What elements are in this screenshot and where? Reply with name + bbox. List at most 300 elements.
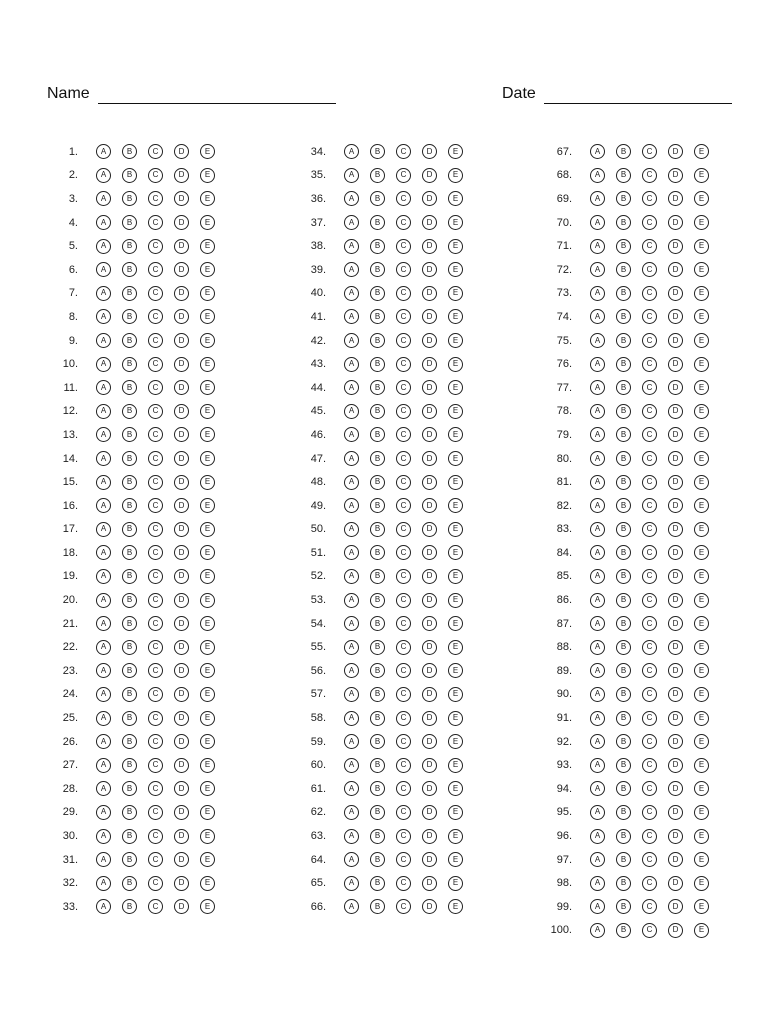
answer-bubble-c[interactable]: C bbox=[642, 427, 657, 442]
answer-bubble-d[interactable]: D bbox=[174, 215, 189, 230]
answer-bubble-a[interactable]: A bbox=[590, 309, 605, 324]
answer-bubble-d[interactable]: D bbox=[174, 711, 189, 726]
answer-bubble-b[interactable]: B bbox=[616, 734, 631, 749]
answer-bubble-e[interactable]: E bbox=[448, 380, 463, 395]
answer-bubble-d[interactable]: D bbox=[668, 475, 683, 490]
answer-bubble-e[interactable]: E bbox=[200, 215, 215, 230]
answer-bubble-e[interactable]: E bbox=[448, 711, 463, 726]
answer-bubble-a[interactable]: A bbox=[344, 805, 359, 820]
answer-bubble-e[interactable]: E bbox=[448, 522, 463, 537]
answer-bubble-c[interactable]: C bbox=[396, 309, 411, 324]
answer-bubble-a[interactable]: A bbox=[590, 663, 605, 678]
answer-bubble-d[interactable]: D bbox=[422, 899, 437, 914]
answer-bubble-e[interactable]: E bbox=[694, 286, 709, 301]
answer-bubble-e[interactable]: E bbox=[448, 357, 463, 372]
answer-bubble-e[interactable]: E bbox=[694, 593, 709, 608]
answer-bubble-a[interactable]: A bbox=[344, 781, 359, 796]
answer-bubble-c[interactable]: C bbox=[396, 876, 411, 891]
answer-bubble-e[interactable]: E bbox=[448, 168, 463, 183]
answer-bubble-e[interactable]: E bbox=[448, 404, 463, 419]
answer-bubble-e[interactable]: E bbox=[200, 711, 215, 726]
answer-bubble-b[interactable]: B bbox=[370, 380, 385, 395]
answer-bubble-d[interactable]: D bbox=[174, 781, 189, 796]
answer-bubble-d[interactable]: D bbox=[668, 923, 683, 938]
answer-bubble-a[interactable]: A bbox=[344, 522, 359, 537]
answer-bubble-b[interactable]: B bbox=[616, 640, 631, 655]
answer-bubble-d[interactable]: D bbox=[422, 545, 437, 560]
answer-bubble-c[interactable]: C bbox=[396, 168, 411, 183]
answer-bubble-b[interactable]: B bbox=[122, 569, 137, 584]
answer-bubble-b[interactable]: B bbox=[616, 404, 631, 419]
answer-bubble-a[interactable]: A bbox=[344, 663, 359, 678]
answer-bubble-e[interactable]: E bbox=[448, 687, 463, 702]
answer-bubble-b[interactable]: B bbox=[616, 427, 631, 442]
answer-bubble-c[interactable]: C bbox=[148, 758, 163, 773]
answer-bubble-c[interactable]: C bbox=[396, 215, 411, 230]
answer-bubble-a[interactable]: A bbox=[96, 191, 111, 206]
answer-bubble-e[interactable]: E bbox=[200, 805, 215, 820]
answer-bubble-e[interactable]: E bbox=[200, 545, 215, 560]
date-blank-line[interactable] bbox=[544, 85, 732, 104]
answer-bubble-a[interactable]: A bbox=[344, 144, 359, 159]
answer-bubble-c[interactable]: C bbox=[396, 663, 411, 678]
answer-bubble-d[interactable]: D bbox=[174, 380, 189, 395]
answer-bubble-d[interactable]: D bbox=[174, 144, 189, 159]
answer-bubble-b[interactable]: B bbox=[122, 852, 137, 867]
answer-bubble-c[interactable]: C bbox=[642, 805, 657, 820]
answer-bubble-e[interactable]: E bbox=[694, 852, 709, 867]
answer-bubble-d[interactable]: D bbox=[422, 781, 437, 796]
answer-bubble-d[interactable]: D bbox=[668, 427, 683, 442]
answer-bubble-d[interactable]: D bbox=[668, 286, 683, 301]
answer-bubble-e[interactable]: E bbox=[448, 593, 463, 608]
answer-bubble-b[interactable]: B bbox=[122, 357, 137, 372]
answer-bubble-d[interactable]: D bbox=[668, 262, 683, 277]
answer-bubble-d[interactable]: D bbox=[422, 805, 437, 820]
answer-bubble-a[interactable]: A bbox=[590, 616, 605, 631]
answer-bubble-d[interactable]: D bbox=[174, 451, 189, 466]
answer-bubble-b[interactable]: B bbox=[370, 522, 385, 537]
answer-bubble-b[interactable]: B bbox=[122, 687, 137, 702]
answer-bubble-c[interactable]: C bbox=[642, 239, 657, 254]
answer-bubble-c[interactable]: C bbox=[148, 899, 163, 914]
answer-bubble-b[interactable]: B bbox=[616, 758, 631, 773]
answer-bubble-b[interactable]: B bbox=[122, 876, 137, 891]
answer-bubble-d[interactable]: D bbox=[174, 687, 189, 702]
answer-bubble-b[interactable]: B bbox=[370, 333, 385, 348]
answer-bubble-b[interactable]: B bbox=[616, 168, 631, 183]
answer-bubble-e[interactable]: E bbox=[694, 545, 709, 560]
answer-bubble-a[interactable]: A bbox=[344, 404, 359, 419]
answer-bubble-b[interactable]: B bbox=[122, 522, 137, 537]
answer-bubble-a[interactable]: A bbox=[590, 475, 605, 490]
answer-bubble-a[interactable]: A bbox=[96, 215, 111, 230]
answer-bubble-c[interactable]: C bbox=[148, 168, 163, 183]
answer-bubble-e[interactable]: E bbox=[694, 239, 709, 254]
answer-bubble-e[interactable]: E bbox=[200, 404, 215, 419]
answer-bubble-a[interactable]: A bbox=[590, 380, 605, 395]
answer-bubble-c[interactable]: C bbox=[642, 286, 657, 301]
answer-bubble-d[interactable]: D bbox=[668, 829, 683, 844]
answer-bubble-a[interactable]: A bbox=[344, 593, 359, 608]
answer-bubble-e[interactable]: E bbox=[694, 663, 709, 678]
answer-bubble-c[interactable]: C bbox=[148, 309, 163, 324]
answer-bubble-e[interactable]: E bbox=[448, 451, 463, 466]
answer-bubble-b[interactable]: B bbox=[370, 899, 385, 914]
answer-bubble-d[interactable]: D bbox=[422, 451, 437, 466]
answer-bubble-c[interactable]: C bbox=[642, 687, 657, 702]
answer-bubble-a[interactable]: A bbox=[590, 923, 605, 938]
answer-bubble-d[interactable]: D bbox=[174, 262, 189, 277]
answer-bubble-b[interactable]: B bbox=[616, 899, 631, 914]
answer-bubble-d[interactable]: D bbox=[422, 522, 437, 537]
answer-bubble-c[interactable]: C bbox=[148, 852, 163, 867]
answer-bubble-a[interactable]: A bbox=[96, 758, 111, 773]
answer-bubble-d[interactable]: D bbox=[174, 663, 189, 678]
answer-bubble-e[interactable]: E bbox=[448, 616, 463, 631]
answer-bubble-a[interactable]: A bbox=[590, 262, 605, 277]
answer-bubble-a[interactable]: A bbox=[96, 545, 111, 560]
answer-bubble-e[interactable]: E bbox=[694, 333, 709, 348]
answer-bubble-c[interactable]: C bbox=[396, 545, 411, 560]
answer-bubble-d[interactable]: D bbox=[174, 239, 189, 254]
answer-bubble-b[interactable]: B bbox=[370, 640, 385, 655]
answer-bubble-a[interactable]: A bbox=[96, 239, 111, 254]
answer-bubble-a[interactable]: A bbox=[96, 262, 111, 277]
answer-bubble-e[interactable]: E bbox=[200, 852, 215, 867]
answer-bubble-d[interactable]: D bbox=[668, 899, 683, 914]
answer-bubble-d[interactable]: D bbox=[174, 475, 189, 490]
answer-bubble-a[interactable]: A bbox=[96, 640, 111, 655]
answer-bubble-e[interactable]: E bbox=[448, 876, 463, 891]
answer-bubble-b[interactable]: B bbox=[616, 286, 631, 301]
answer-bubble-a[interactable]: A bbox=[344, 899, 359, 914]
answer-bubble-e[interactable]: E bbox=[694, 215, 709, 230]
answer-bubble-a[interactable]: A bbox=[590, 191, 605, 206]
answer-bubble-b[interactable]: B bbox=[122, 168, 137, 183]
answer-bubble-e[interactable]: E bbox=[694, 876, 709, 891]
answer-bubble-a[interactable]: A bbox=[344, 475, 359, 490]
answer-bubble-e[interactable]: E bbox=[694, 168, 709, 183]
answer-bubble-d[interactable]: D bbox=[422, 876, 437, 891]
answer-bubble-e[interactable]: E bbox=[200, 333, 215, 348]
answer-bubble-c[interactable]: C bbox=[642, 923, 657, 938]
answer-bubble-c[interactable]: C bbox=[396, 758, 411, 773]
answer-bubble-e[interactable]: E bbox=[448, 781, 463, 796]
answer-bubble-d[interactable]: D bbox=[668, 309, 683, 324]
answer-bubble-d[interactable]: D bbox=[422, 616, 437, 631]
answer-bubble-d[interactable]: D bbox=[668, 852, 683, 867]
answer-bubble-b[interactable]: B bbox=[616, 380, 631, 395]
answer-bubble-c[interactable]: C bbox=[396, 357, 411, 372]
answer-bubble-c[interactable]: C bbox=[396, 852, 411, 867]
answer-bubble-a[interactable]: A bbox=[590, 404, 605, 419]
answer-bubble-a[interactable]: A bbox=[96, 593, 111, 608]
answer-bubble-b[interactable]: B bbox=[370, 663, 385, 678]
answer-bubble-b[interactable]: B bbox=[370, 427, 385, 442]
answer-bubble-b[interactable]: B bbox=[370, 498, 385, 513]
answer-bubble-b[interactable]: B bbox=[370, 593, 385, 608]
answer-bubble-a[interactable]: A bbox=[344, 711, 359, 726]
answer-bubble-b[interactable]: B bbox=[122, 191, 137, 206]
answer-bubble-d[interactable]: D bbox=[668, 498, 683, 513]
answer-bubble-b[interactable]: B bbox=[616, 357, 631, 372]
answer-bubble-e[interactable]: E bbox=[694, 569, 709, 584]
answer-bubble-d[interactable]: D bbox=[422, 309, 437, 324]
answer-bubble-e[interactable]: E bbox=[200, 593, 215, 608]
answer-bubble-c[interactable]: C bbox=[642, 711, 657, 726]
answer-bubble-b[interactable]: B bbox=[122, 380, 137, 395]
answer-bubble-c[interactable]: C bbox=[396, 498, 411, 513]
answer-bubble-a[interactable]: A bbox=[590, 593, 605, 608]
answer-bubble-a[interactable]: A bbox=[344, 545, 359, 560]
answer-bubble-d[interactable]: D bbox=[422, 357, 437, 372]
answer-bubble-c[interactable]: C bbox=[642, 309, 657, 324]
answer-bubble-a[interactable]: A bbox=[96, 404, 111, 419]
answer-bubble-a[interactable]: A bbox=[96, 805, 111, 820]
answer-bubble-a[interactable]: A bbox=[590, 144, 605, 159]
answer-bubble-b[interactable]: B bbox=[370, 309, 385, 324]
answer-bubble-c[interactable]: C bbox=[396, 711, 411, 726]
answer-bubble-e[interactable]: E bbox=[448, 829, 463, 844]
answer-bubble-d[interactable]: D bbox=[668, 168, 683, 183]
answer-bubble-e[interactable]: E bbox=[200, 357, 215, 372]
answer-bubble-d[interactable]: D bbox=[422, 475, 437, 490]
answer-bubble-a[interactable]: A bbox=[590, 357, 605, 372]
answer-bubble-d[interactable]: D bbox=[174, 852, 189, 867]
answer-bubble-d[interactable]: D bbox=[422, 687, 437, 702]
answer-bubble-d[interactable]: D bbox=[668, 616, 683, 631]
answer-bubble-d[interactable]: D bbox=[668, 144, 683, 159]
answer-bubble-e[interactable]: E bbox=[694, 923, 709, 938]
answer-bubble-d[interactable]: D bbox=[668, 734, 683, 749]
answer-bubble-c[interactable]: C bbox=[148, 357, 163, 372]
answer-bubble-a[interactable]: A bbox=[590, 522, 605, 537]
answer-bubble-b[interactable]: B bbox=[370, 829, 385, 844]
answer-bubble-a[interactable]: A bbox=[590, 899, 605, 914]
answer-bubble-e[interactable]: E bbox=[200, 144, 215, 159]
answer-bubble-d[interactable]: D bbox=[422, 734, 437, 749]
answer-bubble-a[interactable]: A bbox=[344, 239, 359, 254]
answer-bubble-a[interactable]: A bbox=[344, 451, 359, 466]
answer-bubble-e[interactable]: E bbox=[448, 734, 463, 749]
answer-bubble-a[interactable]: A bbox=[590, 829, 605, 844]
answer-bubble-d[interactable]: D bbox=[668, 640, 683, 655]
answer-bubble-e[interactable]: E bbox=[200, 475, 215, 490]
answer-bubble-c[interactable]: C bbox=[642, 215, 657, 230]
answer-bubble-a[interactable]: A bbox=[344, 286, 359, 301]
answer-bubble-a[interactable]: A bbox=[96, 357, 111, 372]
answer-bubble-d[interactable]: D bbox=[422, 758, 437, 773]
answer-bubble-b[interactable]: B bbox=[122, 239, 137, 254]
answer-bubble-e[interactable]: E bbox=[200, 758, 215, 773]
answer-bubble-e[interactable]: E bbox=[694, 144, 709, 159]
answer-bubble-d[interactable]: D bbox=[422, 829, 437, 844]
answer-bubble-c[interactable]: C bbox=[642, 333, 657, 348]
answer-bubble-d[interactable]: D bbox=[174, 545, 189, 560]
answer-bubble-d[interactable]: D bbox=[422, 593, 437, 608]
answer-bubble-c[interactable]: C bbox=[642, 380, 657, 395]
answer-bubble-b[interactable]: B bbox=[616, 569, 631, 584]
answer-bubble-b[interactable]: B bbox=[370, 569, 385, 584]
answer-bubble-d[interactable]: D bbox=[668, 404, 683, 419]
answer-bubble-e[interactable]: E bbox=[448, 805, 463, 820]
answer-bubble-c[interactable]: C bbox=[396, 687, 411, 702]
answer-bubble-e[interactable]: E bbox=[200, 380, 215, 395]
answer-bubble-e[interactable]: E bbox=[694, 498, 709, 513]
answer-bubble-a[interactable]: A bbox=[96, 663, 111, 678]
answer-bubble-e[interactable]: E bbox=[448, 191, 463, 206]
answer-bubble-a[interactable]: A bbox=[96, 781, 111, 796]
answer-bubble-e[interactable]: E bbox=[200, 829, 215, 844]
answer-bubble-c[interactable]: C bbox=[148, 687, 163, 702]
answer-bubble-b[interactable]: B bbox=[616, 191, 631, 206]
answer-bubble-e[interactable]: E bbox=[448, 569, 463, 584]
answer-bubble-a[interactable]: A bbox=[96, 168, 111, 183]
answer-bubble-c[interactable]: C bbox=[396, 899, 411, 914]
answer-bubble-a[interactable]: A bbox=[96, 427, 111, 442]
answer-bubble-c[interactable]: C bbox=[148, 640, 163, 655]
answer-bubble-b[interactable]: B bbox=[370, 239, 385, 254]
answer-bubble-c[interactable]: C bbox=[642, 498, 657, 513]
answer-bubble-a[interactable]: A bbox=[590, 333, 605, 348]
answer-bubble-c[interactable]: C bbox=[148, 215, 163, 230]
answer-bubble-c[interactable]: C bbox=[148, 569, 163, 584]
answer-bubble-a[interactable]: A bbox=[96, 475, 111, 490]
answer-bubble-d[interactable]: D bbox=[174, 640, 189, 655]
answer-bubble-c[interactable]: C bbox=[396, 593, 411, 608]
answer-bubble-d[interactable]: D bbox=[174, 829, 189, 844]
answer-bubble-b[interactable]: B bbox=[122, 427, 137, 442]
answer-bubble-e[interactable]: E bbox=[694, 781, 709, 796]
answer-bubble-b[interactable]: B bbox=[122, 404, 137, 419]
answer-bubble-c[interactable]: C bbox=[396, 239, 411, 254]
answer-bubble-b[interactable]: B bbox=[122, 711, 137, 726]
answer-bubble-a[interactable]: A bbox=[590, 687, 605, 702]
answer-bubble-e[interactable]: E bbox=[448, 758, 463, 773]
answer-bubble-b[interactable]: B bbox=[616, 215, 631, 230]
answer-bubble-b[interactable]: B bbox=[122, 545, 137, 560]
answer-bubble-b[interactable]: B bbox=[370, 687, 385, 702]
answer-bubble-c[interactable]: C bbox=[642, 781, 657, 796]
answer-bubble-d[interactable]: D bbox=[668, 545, 683, 560]
answer-bubble-b[interactable]: B bbox=[370, 168, 385, 183]
answer-bubble-b[interactable]: B bbox=[370, 758, 385, 773]
answer-bubble-c[interactable]: C bbox=[148, 593, 163, 608]
answer-bubble-d[interactable]: D bbox=[422, 711, 437, 726]
answer-bubble-e[interactable]: E bbox=[694, 640, 709, 655]
answer-bubble-d[interactable]: D bbox=[174, 191, 189, 206]
answer-bubble-d[interactable]: D bbox=[174, 427, 189, 442]
answer-bubble-a[interactable]: A bbox=[344, 758, 359, 773]
answer-bubble-e[interactable]: E bbox=[200, 687, 215, 702]
answer-bubble-a[interactable]: A bbox=[344, 191, 359, 206]
answer-bubble-c[interactable]: C bbox=[148, 734, 163, 749]
answer-bubble-a[interactable]: A bbox=[590, 239, 605, 254]
answer-bubble-d[interactable]: D bbox=[422, 215, 437, 230]
answer-bubble-c[interactable]: C bbox=[642, 829, 657, 844]
answer-bubble-a[interactable]: A bbox=[96, 451, 111, 466]
answer-bubble-b[interactable]: B bbox=[370, 475, 385, 490]
answer-bubble-b[interactable]: B bbox=[122, 451, 137, 466]
answer-bubble-d[interactable]: D bbox=[174, 593, 189, 608]
answer-bubble-b[interactable]: B bbox=[122, 781, 137, 796]
answer-bubble-c[interactable]: C bbox=[396, 427, 411, 442]
answer-bubble-e[interactable]: E bbox=[694, 522, 709, 537]
answer-bubble-a[interactable]: A bbox=[344, 427, 359, 442]
answer-bubble-c[interactable]: C bbox=[148, 144, 163, 159]
answer-bubble-c[interactable]: C bbox=[642, 191, 657, 206]
answer-bubble-b[interactable]: B bbox=[616, 923, 631, 938]
answer-bubble-d[interactable]: D bbox=[174, 357, 189, 372]
answer-bubble-b[interactable]: B bbox=[616, 475, 631, 490]
answer-bubble-e[interactable]: E bbox=[200, 663, 215, 678]
answer-bubble-a[interactable]: A bbox=[590, 758, 605, 773]
answer-bubble-c[interactable]: C bbox=[148, 829, 163, 844]
answer-bubble-c[interactable]: C bbox=[148, 380, 163, 395]
answer-bubble-b[interactable]: B bbox=[122, 640, 137, 655]
answer-bubble-a[interactable]: A bbox=[96, 286, 111, 301]
answer-bubble-a[interactable]: A bbox=[96, 829, 111, 844]
answer-bubble-a[interactable]: A bbox=[344, 829, 359, 844]
answer-bubble-e[interactable]: E bbox=[448, 640, 463, 655]
answer-bubble-c[interactable]: C bbox=[148, 191, 163, 206]
answer-bubble-a[interactable]: A bbox=[96, 687, 111, 702]
answer-bubble-a[interactable]: A bbox=[590, 168, 605, 183]
answer-bubble-e[interactable]: E bbox=[448, 427, 463, 442]
answer-bubble-d[interactable]: D bbox=[668, 593, 683, 608]
name-blank-line[interactable] bbox=[98, 85, 336, 104]
answer-bubble-c[interactable]: C bbox=[396, 616, 411, 631]
answer-bubble-d[interactable]: D bbox=[422, 333, 437, 348]
answer-bubble-b[interactable]: B bbox=[616, 711, 631, 726]
answer-bubble-b[interactable]: B bbox=[370, 711, 385, 726]
answer-bubble-e[interactable]: E bbox=[448, 475, 463, 490]
answer-bubble-c[interactable]: C bbox=[396, 805, 411, 820]
answer-bubble-c[interactable]: C bbox=[148, 545, 163, 560]
answer-bubble-a[interactable]: A bbox=[344, 333, 359, 348]
answer-bubble-d[interactable]: D bbox=[422, 663, 437, 678]
answer-bubble-a[interactable]: A bbox=[590, 852, 605, 867]
answer-bubble-d[interactable]: D bbox=[668, 758, 683, 773]
answer-bubble-b[interactable]: B bbox=[370, 734, 385, 749]
answer-bubble-c[interactable]: C bbox=[396, 191, 411, 206]
answer-bubble-b[interactable]: B bbox=[616, 687, 631, 702]
answer-bubble-a[interactable]: A bbox=[590, 427, 605, 442]
answer-bubble-b[interactable]: B bbox=[370, 191, 385, 206]
answer-bubble-b[interactable]: B bbox=[370, 852, 385, 867]
answer-bubble-c[interactable]: C bbox=[148, 333, 163, 348]
answer-bubble-d[interactable]: D bbox=[668, 333, 683, 348]
answer-bubble-a[interactable]: A bbox=[590, 805, 605, 820]
answer-bubble-b[interactable]: B bbox=[616, 522, 631, 537]
answer-bubble-a[interactable]: A bbox=[344, 380, 359, 395]
answer-bubble-b[interactable]: B bbox=[122, 616, 137, 631]
answer-bubble-e[interactable]: E bbox=[694, 805, 709, 820]
answer-bubble-c[interactable]: C bbox=[148, 475, 163, 490]
answer-bubble-c[interactable]: C bbox=[148, 498, 163, 513]
answer-bubble-e[interactable]: E bbox=[200, 168, 215, 183]
answer-bubble-c[interactable]: C bbox=[396, 640, 411, 655]
answer-bubble-b[interactable]: B bbox=[370, 805, 385, 820]
answer-bubble-d[interactable]: D bbox=[174, 616, 189, 631]
answer-bubble-e[interactable]: E bbox=[200, 309, 215, 324]
answer-bubble-d[interactable]: D bbox=[668, 451, 683, 466]
answer-bubble-d[interactable]: D bbox=[174, 286, 189, 301]
answer-bubble-b[interactable]: B bbox=[616, 498, 631, 513]
answer-bubble-c[interactable]: C bbox=[148, 711, 163, 726]
answer-bubble-e[interactable]: E bbox=[200, 522, 215, 537]
